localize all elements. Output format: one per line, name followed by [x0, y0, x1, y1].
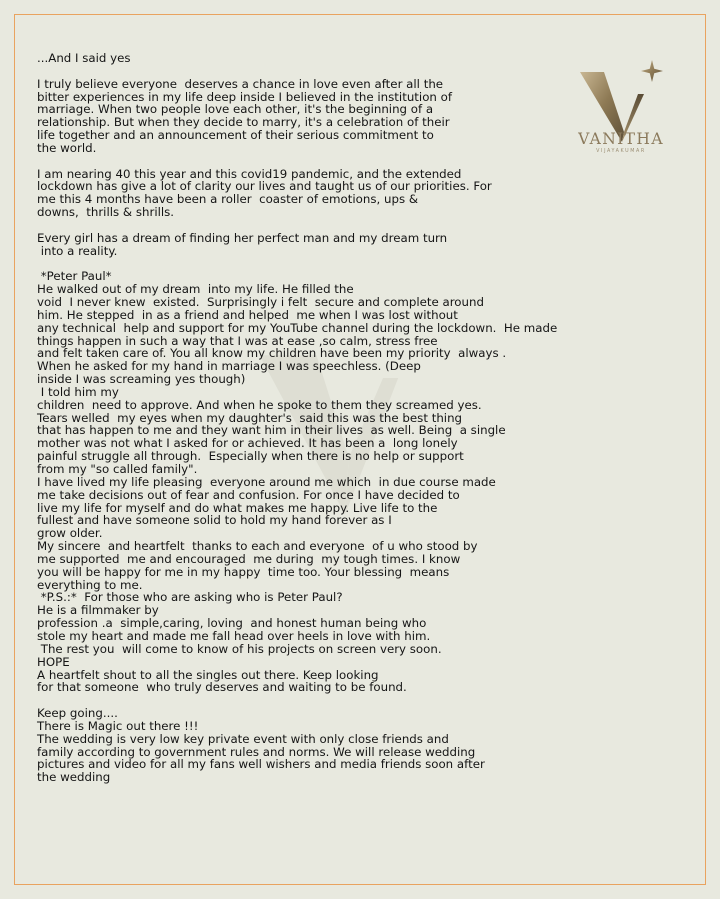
letter-line: *P.S.:* For those who are asking who is Peter Paul? — [37, 590, 343, 605]
letter-line: you will be happy for me in my happy time too. Your blessing means — [37, 564, 450, 579]
letter-line: me supported me and encouraged me during my tough times. I know — [37, 551, 461, 566]
letter-line: children need to approve. And when he spoke to them they screamed yes. — [37, 397, 482, 412]
letter-line: A heartfelt shout to all the singles out there. Keep looking — [37, 667, 379, 682]
blank-line — [37, 219, 597, 232]
letter-line: the world. — [37, 140, 97, 155]
letter-line: The wedding is very low key private event with only close friends and — [37, 731, 449, 746]
letter-line: I truly believe everyone deserves a chance in love even after all the — [37, 76, 444, 91]
letter-body — [37, 52, 597, 784]
letter-line: inside I was screaming yes though) — [37, 372, 246, 387]
letter-line: void I never knew existed. Surprisingly i felt secure and complete around — [37, 295, 484, 310]
letter-line: from my "so called family". — [37, 462, 198, 476]
letter-line: When he asked for my hand in marriage I was speechless. (Deep — [37, 359, 421, 374]
letter-line: *Peter Paul* — [37, 269, 112, 284]
letter-line: He is a filmmaker by — [37, 603, 159, 618]
blank-line — [37, 694, 597, 707]
letter-line: The rest you will come to know of his projects on screen very soon. — [37, 641, 442, 656]
letter-line: downs, thrills & shrills. — [37, 205, 175, 220]
blank-line — [37, 258, 597, 271]
letter-line: Tears welled my eyes when my daughter's said this was the best thing — [37, 410, 463, 425]
letter-line: He walked out of my dream into my life. He filled the — [37, 282, 354, 297]
letter-line: Keep going.... — [37, 706, 118, 721]
letter-line: for that someone who truly deserves and waiting to be found. — [37, 680, 407, 695]
letter-line: fullest and have someone solid to hold my hand forever as I — [37, 513, 392, 528]
letter-line: me take decisions out of fear and confusion. For once I have decided to — [37, 487, 460, 502]
letter-line: live my life for myself and do what makes me happy. Live life to the — [37, 500, 438, 515]
letter-line: I am nearing 40 this year and this covid19 pandemic, and the extended — [37, 166, 462, 181]
blank-line — [37, 65, 597, 78]
letter-line: any technical help and support for my YouTube channel during the lockdown. He made — [37, 320, 558, 335]
letter-line: My sincere and heartfelt thanks to each and everyone of u who stood by — [37, 539, 478, 554]
letter-line: I have lived my life pleasing everyone around me which in due course made — [37, 474, 496, 489]
letter-line: There is Magic out there !!! — [37, 718, 199, 733]
letter-line: ...And I said yes — [37, 51, 131, 65]
letter-line: family according to government rules and norms. We will release wedding — [37, 744, 476, 759]
letter-line: that has happen to me and they want him in their lives as well. Being a single — [37, 423, 506, 438]
letter-line: life together and an announcement of their serious commitment to — [37, 128, 434, 143]
letter-line: things happen in such a way that I was at ease ,so calm, stress free — [37, 333, 438, 348]
blank-line — [37, 155, 597, 168]
letter-line: marriage. When two people love each other, it's the beginning of a — [37, 102, 434, 117]
letter-line: bitter experiences in my life deep inside I believed in the institution of — [37, 89, 453, 104]
letter-line: lockdown has give a lot of clarity our lives and taught us of our priorities. For — [37, 179, 492, 194]
letter-line: profession .a simple,caring, loving and honest human being who — [37, 616, 427, 631]
letter-line: the wedding — [37, 770, 111, 785]
letter-line: into a reality. — [37, 243, 118, 258]
brand-name: VANITHA — [578, 130, 664, 148]
letter-line: mother was not what I asked for or achieved. It has been a long lonely — [37, 436, 458, 451]
letter-line: him. He stepped in as a friend and helped me when I was lost without — [37, 307, 458, 322]
letter-line: I told him my — [37, 384, 119, 399]
brand-subtitle: VIJAYAKUMAR — [596, 149, 646, 154]
letter-line: painful struggle all through. Especially when there is no help or support — [37, 449, 464, 464]
letter-line: and felt taken care of. You all know my children have been my priority always . — [37, 346, 507, 361]
letter-line: HOPE — [37, 654, 70, 669]
letter-line: relationship. But when they decide to marry, it's a celebration of their — [37, 115, 450, 130]
letter-line: pictures and video for all my fans well wishers and media friends soon after — [37, 757, 485, 772]
letter-line: Every girl has a dream of finding her perfect man and my dream turn — [37, 230, 448, 245]
letter-line: everything to me. — [37, 577, 143, 592]
letter-line: me this 4 months have been a roller coaster of emotions, ups & — [37, 192, 419, 207]
letter-line: grow older. — [37, 526, 103, 541]
letter-line: stole my heart and made me fall head over heels in love with him. — [37, 628, 431, 643]
